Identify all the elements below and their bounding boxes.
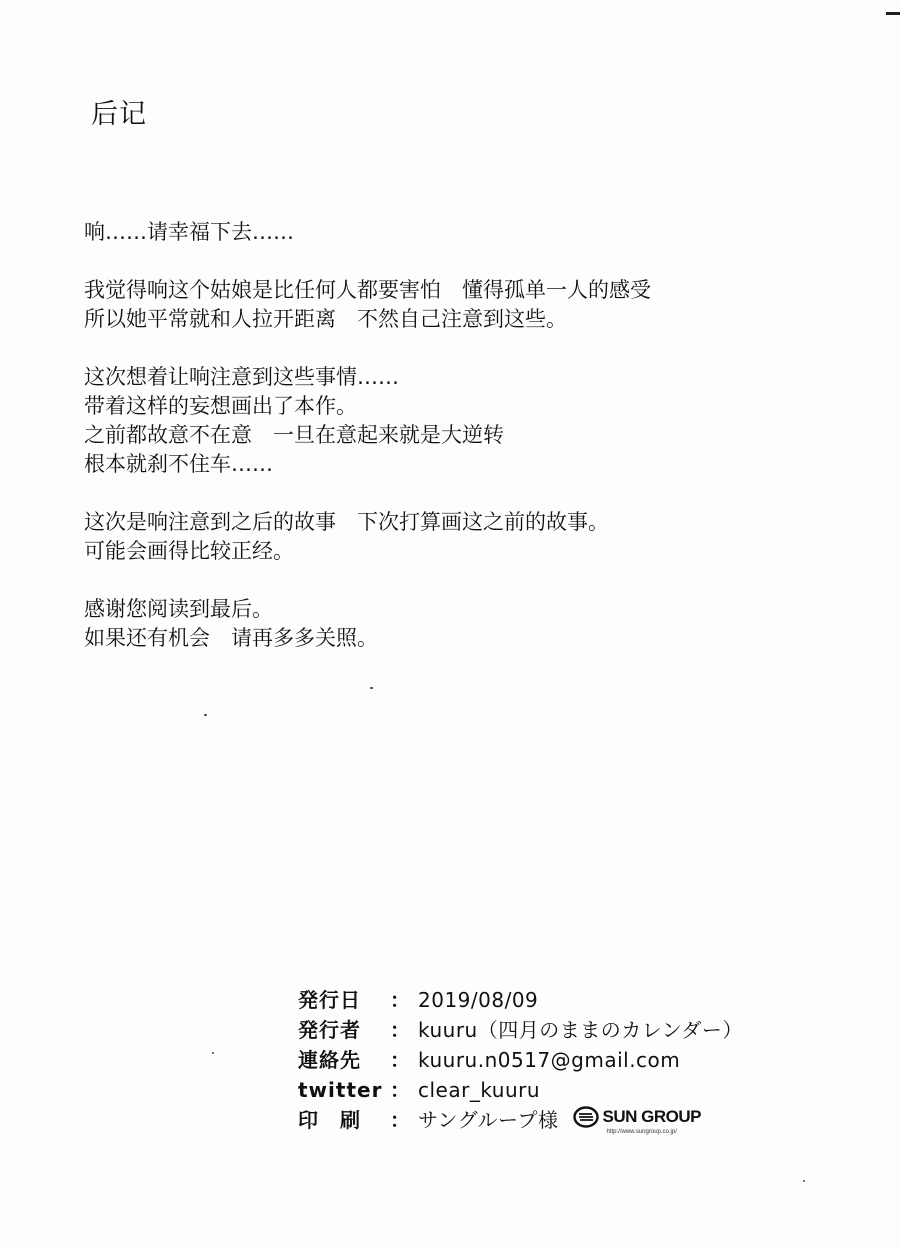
colophon-label: twitter [298, 1078, 383, 1102]
text-line: 我觉得响这个姑娘是比任何人都要害怕 懂得孤单一人的感受 [84, 278, 651, 302]
text-line: 这次想着让响注意到这些事情…… [84, 365, 399, 389]
page-title: 后记 [91, 99, 147, 130]
paragraph [84, 363, 844, 479]
colophon-label: 印 刷 [298, 1108, 361, 1132]
paragraph [84, 595, 844, 653]
colophon-row-contact [298, 1045, 798, 1075]
colophon-value: kuuru（四月のままのカレンダー） [418, 1018, 743, 1042]
colophon-label: 発行日 [298, 988, 361, 1012]
paragraph [84, 218, 844, 247]
colophon-separator: ： [390, 1048, 410, 1072]
colophon-label: 発行者 [298, 1018, 361, 1042]
text-line: 之前都故意不在意 一旦在意起来就是大逆转 [84, 423, 504, 447]
paragraph [84, 276, 844, 334]
paragraph [84, 508, 844, 566]
colophon-separator: ： [390, 1018, 410, 1042]
colophon-row-publisher [298, 1015, 798, 1045]
scan-speck [204, 714, 207, 716]
colophon-label: 連絡先 [298, 1048, 361, 1072]
colophon-value: 2019/08/09 [418, 988, 539, 1012]
text-line: 如果还有机会 请再多多关照。 [84, 626, 378, 650]
afterword-body [84, 218, 844, 682]
text-line: 这次是响注意到之后的故事 下次打算画这之前的故事。 [84, 510, 609, 534]
text-line: 感谢您阅读到最后。 [84, 597, 273, 621]
text-line: 带着这样的妄想画出了本作。 [84, 394, 357, 418]
text-line: 响……请幸福下去…… [84, 220, 294, 244]
scan-speck [212, 1052, 214, 1054]
scan-corner-mark [886, 12, 900, 15]
contact-email: kuuru.n0517@gmail.com [418, 1048, 681, 1072]
scan-speck [370, 687, 373, 689]
scan-speck [803, 1180, 805, 1182]
text-line: 可能会画得比较正经。 [84, 539, 294, 563]
sungroup-emblem-icon [573, 1106, 599, 1128]
colophon-row-printer [298, 1105, 798, 1135]
sungroup-logo [573, 1106, 701, 1135]
colophon [298, 985, 798, 1135]
twitter-handle: clear_kuuru [418, 1078, 541, 1102]
colophon-row-publish-date [298, 985, 798, 1015]
colophon-separator: ： [390, 1078, 410, 1102]
text-line: 根本就刹不住车…… [84, 452, 273, 476]
colophon-row-twitter [298, 1075, 798, 1105]
sungroup-logo-text: SUN GROUP [602, 1107, 701, 1126]
colophon-separator: ： [390, 988, 410, 1012]
text-line: 所以她平常就和人拉开距离 不然自己注意到这些。 [84, 307, 567, 331]
sungroup-url: http://www.sungroup.co.jp/ [606, 1128, 677, 1135]
printer-name: サングループ様 [418, 1108, 559, 1132]
colophon-separator: ： [390, 1108, 410, 1132]
